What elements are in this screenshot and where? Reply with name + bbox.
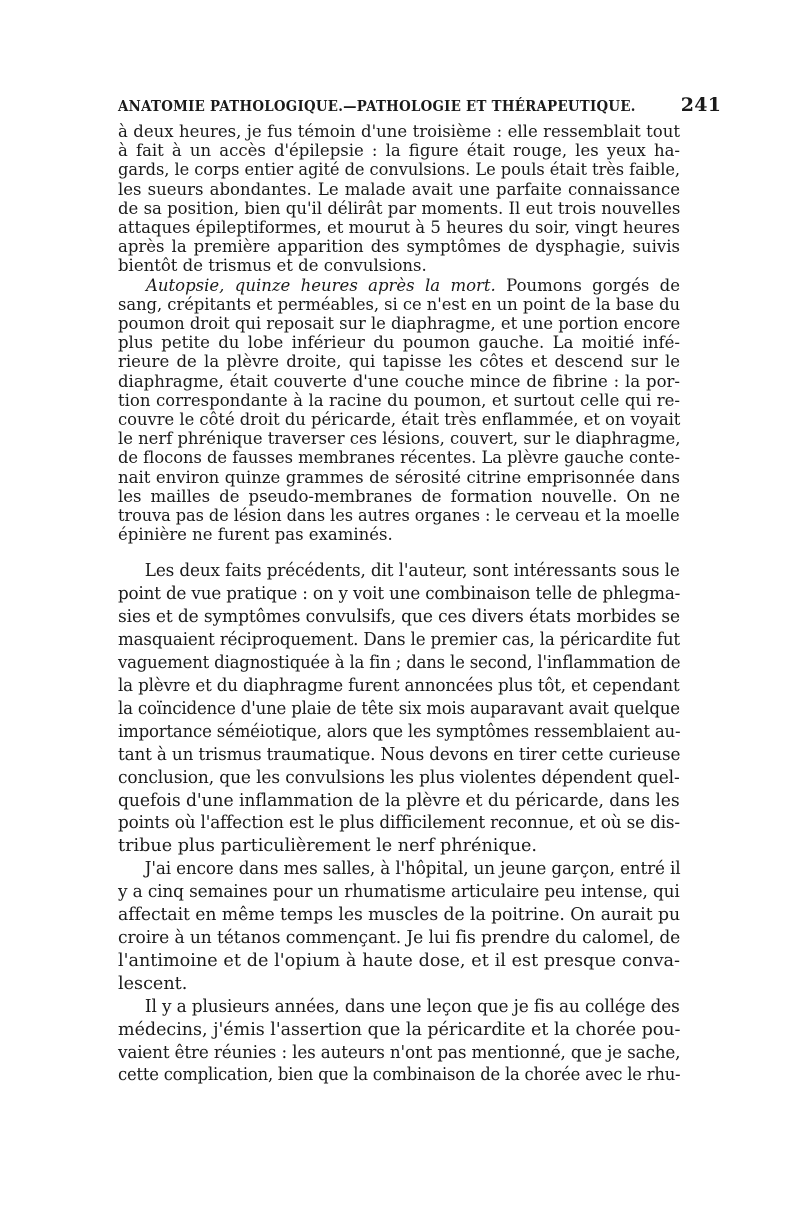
- running-title: ANATOMIE PATHOLOGIQUE.—PATHOLOGIE ET THÉRAPEUTIQUE.: [118, 98, 636, 115]
- book-page: [118, 94, 722, 1087]
- page-number: 241: [680, 94, 722, 116]
- text-line: affectait en même temps les muscles de la poitrine. On aurait pu: [118, 905, 680, 926]
- autopsy-first-line-rest: Poumons gorgés de: [495, 275, 680, 295]
- text-line: la coïncidence d'une plaie de tête six mois auparavant avait quelque: [118, 698, 680, 719]
- text-line: cette complication, bien que la combinaison de la chorée avec le rhu-: [118, 1065, 681, 1086]
- text-line: de sa position, bien qu'il délirât par moments. Il eut trois nouvelles: [118, 198, 681, 218]
- text-line: quefois d'une inflammation de la plèvre et du péricarde, dans les: [118, 790, 680, 811]
- running-head: [118, 94, 722, 122]
- text-line: sies et de symptômes convulsifs, que ces divers états morbides se: [118, 607, 680, 628]
- text-line: lescent.: [118, 973, 188, 994]
- text-line: trouva pas de lésion dans les autres organes : le cerveau et la moelle: [118, 506, 680, 526]
- text-line: diaphragme, était couverte d'une couche mince de fibrine : la por-: [118, 371, 680, 391]
- paragraph: [118, 560, 680, 858]
- paragraph: [118, 996, 680, 1088]
- text-line: tant à un trismus traumatique. Nous devons en tirer cette curieuse: [118, 744, 681, 765]
- text-line: épinière ne furent pas examinés.: [118, 525, 393, 545]
- text-line: rieure de la plèvre droite, qui tapisse les côtes et descend sur le: [118, 352, 680, 372]
- text-line: plus petite du lobe inférieur du poumon gauche. La moitié infé-: [118, 333, 680, 353]
- text-line: J'ai encore dans mes salles, à l'hôpital, un jeune garçon, entré il: [144, 859, 681, 880]
- text-line: vaguement diagnostiquée à la fin ; dans le second, l'inflammation de: [118, 653, 681, 674]
- text-line: vaient être réunies : les auteurs n'ont pas mentionné, que je sache,: [118, 1042, 681, 1063]
- autopsy-first-line: [118, 276, 680, 295]
- text-line: importance séméiotique, alors que les symptômes ressemblaient au-: [118, 721, 681, 742]
- text-line: le nerf phrénique traverser ces lésions, couvert, sur le diaphragme,: [118, 429, 681, 449]
- text-line: croire à un tétanos commençant. Je lui fis prendre du calomel, de: [118, 927, 681, 948]
- text-line: la plèvre et du diaphragme furent annoncées plus tôt, et cependant: [118, 676, 680, 696]
- text-line: gards, le corps entier agité de convulsions. Le pouls était très faible,: [118, 160, 680, 180]
- text-line: attaques épileptiformes, et mourut à 5 heures du soir, vingt heures: [118, 218, 680, 238]
- text-line: nait environ quinze grammes de sérosité citrine emprisonnée dans: [118, 467, 680, 487]
- text-line: y a cinq semaines pour un rhumatisme articulaire peu intense, qui: [118, 882, 680, 903]
- paragraph: [118, 858, 680, 995]
- text-line: point de vue pratique : on y voit une combinaison telle de phlegma-: [118, 584, 681, 605]
- text-line: poumon droit qui reposait sur le diaphragme, et une portion encore: [118, 314, 681, 334]
- text-line: conclusion, que les convulsions les plus violentes dépendent quel-: [118, 767, 680, 788]
- text-line: les mailles de pseudo-membranes de formation nouvelle. On ne: [118, 486, 680, 506]
- text-line: à fait à un accès d'épilepsie : la figure était rouge, les yeux ha-: [118, 141, 680, 161]
- text-line: médecins, j'émis l'assertion que la péricardite et la chorée pou-: [118, 1019, 681, 1040]
- text-line: points où l'affection est le plus difficilement reconnue, et où se dis-: [118, 813, 680, 834]
- text-line: bientôt de trismus et de convulsions.: [118, 256, 427, 276]
- section-gap: [118, 544, 680, 560]
- text-line: tribue plus particulièrement le nerf phrénique.: [118, 836, 538, 857]
- text-line: tion correspondante à la racine du poumon, et surtout celle qui re-: [118, 390, 680, 410]
- text-line: de flocons de fausses membranes récentes. La plèvre gauche conte-: [118, 448, 680, 468]
- text-line: masquaient réciproquement. Dans le premier cas, la péricardite fut: [118, 630, 680, 651]
- text-line: l'antimoine et de l'opium à haute dose, et il est presque conva-: [118, 950, 680, 971]
- case-report: [118, 122, 680, 544]
- text-line: après la première apparition des symptômes de dysphagie, suivis: [118, 237, 680, 257]
- text-line: à deux heures, je fus témoin d'une troisième : elle ressemblait tout: [118, 122, 680, 141]
- text-line: Les deux faits précédents, dit l'auteur, sont intéressants sous le: [144, 561, 680, 582]
- text-line: les sueurs abondantes. Le malade avait une parfaite connaissance: [118, 179, 680, 199]
- text-line: Il y a plusieurs années, dans une leçon que je fis au collége des: [144, 996, 680, 1017]
- body-text: [118, 560, 680, 1087]
- text-line: sang, crépitants et perméables, si ce n'est en un point de la base du: [118, 294, 680, 314]
- text-line: couvre le côté droit du péricarde, était très enflammée, et on voyait: [118, 410, 681, 430]
- autopsy-heading: Autopsie, quinze heures après la mort.: [146, 275, 496, 295]
